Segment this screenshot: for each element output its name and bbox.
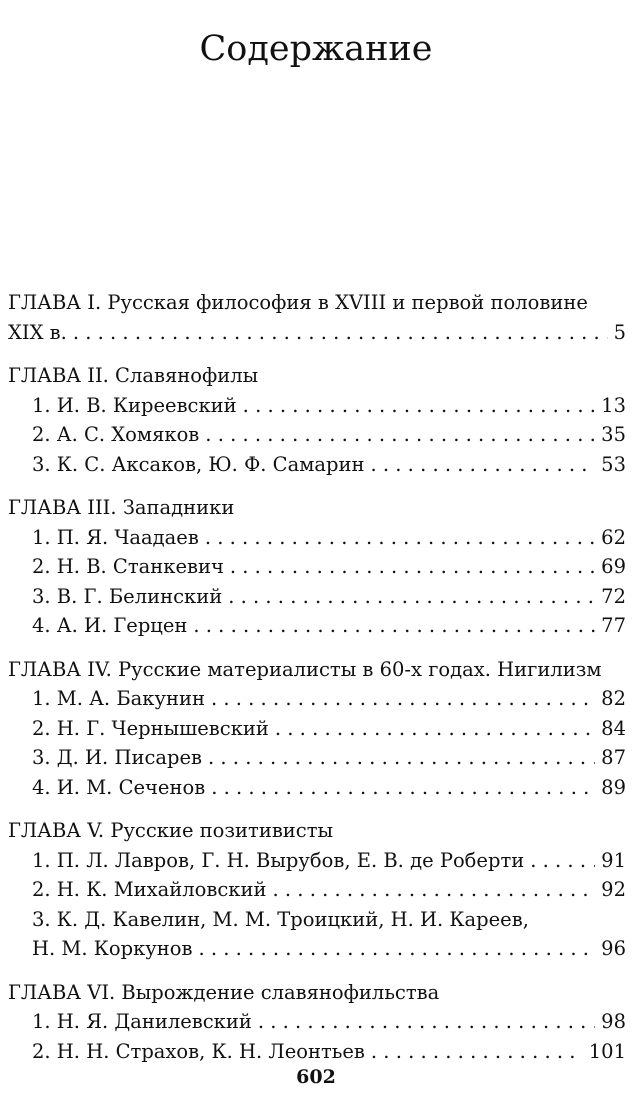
toc-entry-label: 2. Н. К. Михайловский: [32, 878, 267, 901]
chapter-heading-text: ГЛАВА VI. Вырождение славянофильства: [8, 980, 440, 1004]
toc-entry[interactable]: [8, 684, 626, 714]
chapter-heading: [8, 288, 626, 318]
chapter-heading: [8, 493, 626, 523]
toc-entry-label: 1. Н. Я. Данилевский: [32, 1010, 252, 1033]
toc-entry-page: 91: [601, 848, 626, 872]
dot-leader: [258, 1007, 595, 1037]
chapter-heading: [8, 978, 626, 1008]
toc-entry-page: 5: [613, 320, 626, 344]
toc-entry-page: 92: [601, 878, 626, 901]
toc-entry-label: 2. Н. В. Станкевич: [32, 555, 224, 578]
dot-leader: [530, 846, 595, 876]
chapter-heading-text: ГЛАВА IV. Русские материалисты в 60-х годах. Нигилизм: [8, 657, 602, 681]
toc-entry-page: 98: [601, 1010, 626, 1033]
toc-entry-label: 3. К. С. Аксаков, Ю. Ф. Самарин: [32, 452, 365, 476]
toc-entry-page: 62: [601, 525, 626, 549]
chapter-4: [8, 655, 626, 803]
toc-entry[interactable]: [8, 773, 626, 803]
toc-entry[interactable]: [8, 1007, 626, 1037]
toc-entry-page: 69: [601, 555, 626, 578]
toc-entry-page: 84: [601, 716, 626, 740]
chapter-5: [8, 816, 626, 964]
toc-entry[interactable]: [8, 743, 626, 773]
dot-leader: [205, 523, 595, 553]
toc-entry[interactable]: [8, 318, 626, 348]
chapter-2: [8, 361, 626, 479]
toc-entry-label: 4. А. И. Герцен: [32, 614, 188, 637]
dot-leader: [198, 934, 595, 964]
toc-entry[interactable]: [8, 714, 626, 744]
dot-leader: [371, 1037, 583, 1067]
toc-entry[interactable]: [8, 875, 626, 905]
toc-entry-label: 2. А. С. Хомяков: [32, 423, 200, 446]
toc-entry-page: 87: [601, 746, 626, 769]
toc-entry-label: 1. П. Я. Чаадаев: [32, 525, 199, 549]
toc-entry-label: 4. И. М. Сеченов: [32, 775, 206, 799]
toc-entry-page: 96: [601, 937, 626, 960]
toc-entry[interactable]: [8, 450, 626, 480]
dot-leader: [205, 420, 595, 450]
toc-entry[interactable]: [8, 582, 626, 612]
dot-leader: [243, 391, 596, 421]
toc-entry-label: 2. Н. Н. Страхов, К. Н. Леонтьев: [32, 1039, 365, 1063]
toc-entry-page: 101: [588, 1039, 626, 1063]
chapter-heading-text: ГЛАВА II. Славянофилы: [8, 364, 259, 387]
toc-entry-label: 1. П. Л. Лавров, Г. Н. Вырубов, Е. В. де Роберти: [32, 848, 525, 872]
dot-leader: [193, 611, 595, 641]
chapter-3: [8, 493, 626, 641]
dot-leader: [275, 714, 595, 744]
toc-entry[interactable]: [8, 552, 626, 582]
toc-entry-page: 89: [601, 775, 626, 799]
toc-entry-page: 53: [601, 452, 626, 476]
toc-entry-label: 3. Д. И. Писарев: [32, 746, 203, 769]
toc-entry-page: 82: [601, 687, 626, 710]
toc-entry-page: 35: [601, 423, 626, 446]
dot-leader: [73, 318, 608, 348]
toc-entry[interactable]: [8, 523, 626, 553]
toc-entry-page: 13: [601, 393, 626, 417]
toc-entry[interactable]: [8, 611, 626, 641]
toc-entry-label: 1. М. А. Бакунин: [32, 687, 205, 710]
dot-leader: [208, 743, 595, 773]
toc-entry[interactable]: [8, 420, 626, 450]
chapter-heading: [8, 816, 626, 846]
dot-leader: [273, 875, 596, 905]
toc-entry-first-line: [8, 905, 626, 935]
toc-entry-page: 77: [601, 614, 626, 637]
toc-entry-label: XIX в.: [8, 320, 67, 344]
dot-leader: [211, 773, 595, 803]
chapter-heading: [8, 655, 626, 685]
toc-entry-label: 3. К. Д. Кавелин, М. М. Троицкий, Н. И. Кареев,: [32, 907, 529, 931]
page-title: Содержание: [199, 29, 433, 70]
chapter-heading: [8, 361, 626, 391]
chapter-1: [8, 288, 626, 347]
dot-leader: [228, 582, 595, 612]
chapter-heading-text: ГЛАВА III. Западники: [8, 496, 235, 519]
page-number: 602: [296, 1066, 336, 1088]
toc-entry-label: 3. В. Г. Белинский: [32, 584, 223, 608]
toc-entry[interactable]: [8, 846, 626, 876]
toc-entry-label: 2. Н. Г. Чернышевский: [32, 716, 269, 740]
toc-entry-label: 1. И. В. Киреевский: [32, 393, 237, 417]
chapter-heading-text: ГЛАВА V. Русские позитивисты: [8, 819, 334, 842]
dot-leader: [211, 684, 595, 714]
toc-entry[interactable]: [8, 391, 626, 421]
toc-entry[interactable]: [8, 934, 626, 964]
toc-entry-page: 72: [601, 584, 626, 608]
dot-leader: [370, 450, 595, 480]
chapter-heading-text: ГЛАВА I. Русская философия в XVIII и первой половине: [8, 291, 588, 314]
table-of-contents: [8, 288, 626, 1080]
dot-leader: [230, 552, 595, 582]
toc-entry[interactable]: [8, 1037, 626, 1067]
chapter-6: [8, 978, 626, 1067]
toc-entry-label: Н. М. Коркунов: [32, 937, 193, 960]
